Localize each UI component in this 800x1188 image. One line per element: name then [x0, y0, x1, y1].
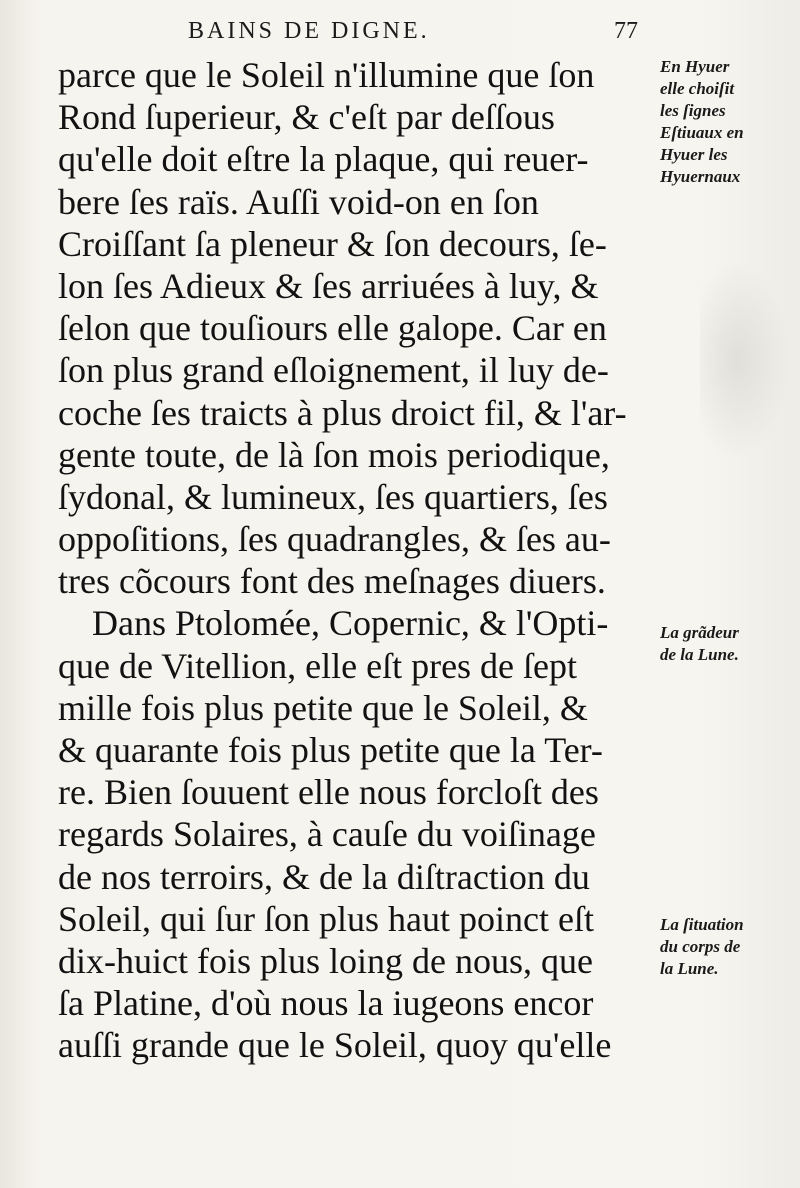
text-line: ſon plus grand eſloignement, il luy de- — [58, 350, 609, 391]
text-line: ſa Platine, d'où nous la iugeons encor — [58, 983, 594, 1024]
margin-note-moon-position — [660, 914, 786, 980]
text-line: gente toute, de là ſon mois periodique, — [58, 434, 610, 475]
text-line: bere ſes raïs. Auſſi void-on en ſon — [58, 181, 539, 222]
paragraph-start-line: Dans Ptolomée, Copernic, & l'Opti- — [92, 603, 609, 644]
text-line: Rond ſuperieur, & c'eſt par deſſous — [58, 97, 555, 138]
margin-note-line: La grãdeur — [660, 623, 739, 642]
text-line: auſſi grande que le Soleil, quoy qu'elle — [58, 1025, 612, 1066]
text-line: ſydonal, & lumineux, ſes quartiers, ſes — [58, 476, 608, 517]
text-line: parce que le Soleil n'illumine que ſon — [58, 55, 595, 95]
margin-note-winter-signs — [660, 56, 786, 188]
margin-note-line: Eſtiuaux en — [660, 123, 744, 142]
margin-note-moon-size — [660, 622, 786, 666]
running-header: BAINS DE DIGNE. — [188, 18, 430, 44]
text-line: & quarante fois plus petite que la Ter- — [58, 730, 603, 770]
text-line: que de Vitellion, elle eſt pres de ſept — [58, 645, 578, 686]
text-line: dix-huict fois plus loing de nous, que — [58, 940, 593, 981]
margin-note-line: les ſignes — [660, 101, 726, 120]
text-line: oppoſitions, ſes quadrangles, & ſes au- — [58, 519, 611, 560]
margin-note-line: En Hyuer — [660, 57, 730, 76]
text-line: ſelon que touſiours elle galope. Car en — [58, 308, 607, 349]
show-through-ink — [700, 260, 790, 460]
text-line: Croiſſant ſa pleneur & ſon decours, ſe- — [58, 223, 607, 264]
page-number: 77 — [614, 18, 638, 44]
margin-note-line: du corps de — [660, 937, 741, 956]
text-line: re. Bien ſouuent elle nous forcloſt des — [58, 772, 599, 813]
text-line: Soleil, qui ſur ſon plus haut poinct eſt — [58, 898, 594, 939]
text-line: mille fois plus petite que le Soleil, & — [58, 687, 588, 728]
text-line: qu'elle doit eſtre la plaque, qui reuer- — [58, 139, 589, 180]
margin-note-line: de la Lune. — [660, 645, 739, 664]
text-line: lon ſes Adieux & ſes arriuées à luy, & — [58, 265, 599, 306]
text-line: de nos terroirs, & de la diſtraction du — [58, 856, 590, 897]
main-text-block — [58, 54, 658, 1067]
margin-note-line: la Lune. — [660, 959, 719, 978]
margin-note-line: La ſituation — [660, 915, 744, 934]
margin-note-line: elle choiſit — [660, 79, 735, 98]
text-line: tres cõcours font des meſnages diuers. — [58, 561, 606, 602]
margin-note-line: Hyuer les — [660, 145, 728, 164]
text-line: regards Solaires, à cauſe du voiſinage — [58, 814, 596, 855]
text-line: coche ſes traicts à plus droict fil, & l'ar- — [58, 392, 627, 433]
margin-note-line: Hyuernaux — [660, 167, 741, 186]
